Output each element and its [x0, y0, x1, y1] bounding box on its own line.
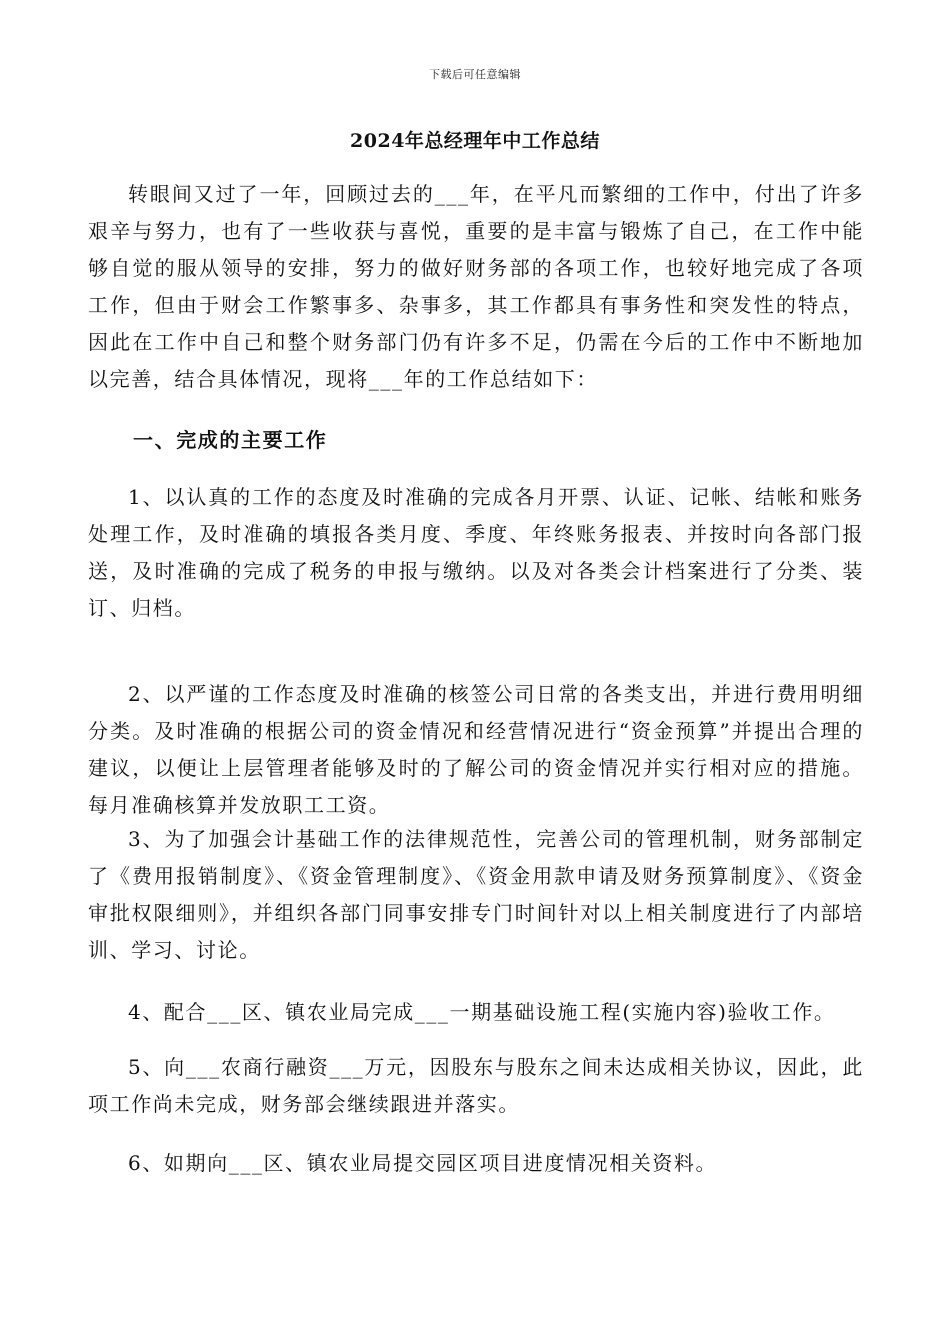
list-item: 1、以认真的工作的态度及时准确的完成各月开票、认证、记帐、结帐和账务处理工作，及时准确的填报各类月度、季度、年终账务报表、并按时向各部门报送，及时准确的完成了税务的申报与缴纳。以及对各类会计档案进行了分类、装订、归档。	[88, 485, 864, 620]
list-item: 4、配合___区、镇农业局完成___一期基础设施工程(实施内容)验收工作。	[128, 1000, 836, 1024]
section-heading: 一、完成的主要工作	[133, 428, 328, 452]
header-note: 下载后可任意编辑	[429, 68, 521, 81]
list-item: 3、为了加强会计基础工作的法律规范性，完善公司的管理机制，财务部制定了《费用报销制度》、《资金管理制度》、《资金用款申请及财务预算制度》、《资金审批权限细则》，并组织各部门同事安排专门时间针对以上相关制度进行了内部培训、学习、讨论。	[88, 827, 864, 962]
list-item: 2、以严谨的工作态度及时准确的核签公司日常的各类支出，并进行费用明细分类。及时准确的根据公司的资金情况和经营情况进行“资金预算”并提出合理的建议，以便让上层管理者能够及时的了解公司的资金情况并实行相对应的措施。每月准确核算并发放职工工资。	[88, 682, 864, 817]
list-item: 5、向___农商行融资___万元，因股东与股东之间未达成相关协议，因此，此项工作尚未完成，财务部会继续跟进并落实。	[88, 1055, 864, 1116]
document-title: 2024年总经理年中工作总结	[350, 130, 600, 152]
list-item: 6、如期向___区、镇农业局提交园区项目进度情况相关资料。	[128, 1151, 718, 1175]
intro-paragraph: 转眼间又过了一年，回顾过去的___年，在平凡而繁细的工作中，付出了许多艰辛与努力，也有了一些收获与喜悦，重要的是丰富与锻炼了自己，在工作中能够自觉的服从领导的安排，努力的做好财务部的各项工作，也较好地完成了各项工作，但由于财会工作繁事多、杂事多，其工作都具有事务性和突发性的特点，因此在工作中自己和整个财务部门仍有许多不足，仍需在今后的工作中不断地加以完善，结合具体情况，现将___年的工作总结如下：	[88, 182, 864, 391]
